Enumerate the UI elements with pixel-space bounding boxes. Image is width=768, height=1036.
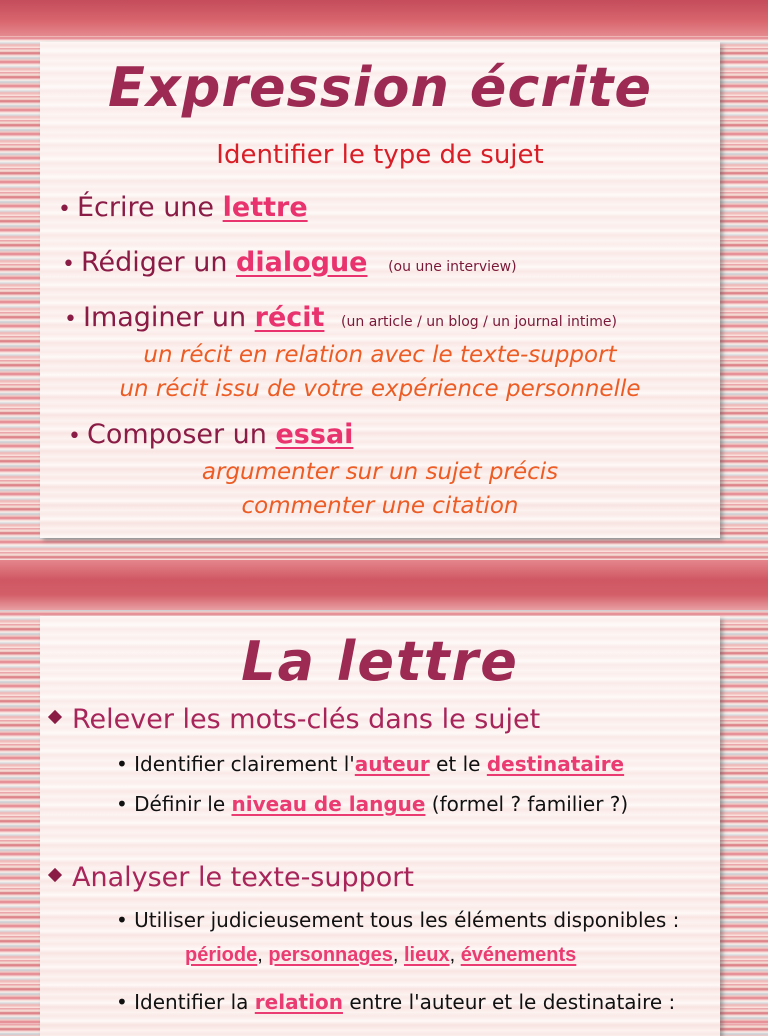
note-recit: (un article / un blog / un journal intime) (341, 314, 617, 330)
section-heading-texte-support: Analyser le texte-support (50, 862, 414, 893)
essai-example-1: argumenter sur un sujet précis (201, 459, 559, 485)
keyword-essai: essai (275, 419, 354, 450)
point-elements-disponibles: • Utiliser judicieusement tous les éléments disponibles : (116, 908, 680, 932)
keyword-auteur: auteur (354, 752, 430, 776)
point-auteur-destinataire: • Identifier clairement l'auteur et le destinataire (116, 752, 625, 776)
keyword-relation: relation (254, 990, 343, 1014)
point-niveau-langue: • Définir le niveau de langue (formel ? familier ?) (116, 792, 629, 816)
keyword-dialogue: dialogue (236, 247, 368, 278)
list-item-dialogue: • Rédiger un dialogue (ou une interview) (62, 247, 517, 278)
bullet-icon: • (62, 252, 75, 277)
bullet-icon: • (116, 792, 128, 816)
keyword-destinataire: destinataire (486, 752, 625, 776)
keyword-personnages: personnages (268, 944, 393, 966)
note-dialogue: (ou une interview) (388, 259, 517, 275)
keyword-evenements: événements (460, 944, 577, 966)
keyword-recit: récit (254, 302, 325, 333)
list-item-essai: • Composer un essai (68, 419, 354, 450)
bullet-icon: • (58, 197, 71, 222)
keyword-lieux: lieux (403, 944, 450, 966)
list-item-recit: • Imaginer un récit (un article / un blog / un journal intime) (64, 302, 617, 333)
keyword-periode: période (185, 944, 258, 966)
diamond-bullet-icon (48, 709, 62, 723)
diamond-bullet-icon (48, 867, 62, 881)
top-decorative-band (0, 0, 768, 36)
bullet-icon: • (68, 424, 81, 449)
essai-example-2: commenter une citation (241, 493, 519, 519)
bullet-icon: • (116, 908, 128, 932)
elements-list: période, personnages, lieux, événements (185, 944, 577, 966)
keyword-niveau-langue: niveau de langue (231, 792, 426, 816)
slide-expression-ecrite (40, 42, 720, 538)
keyword-lettre: lettre (222, 192, 308, 223)
middle-decorative-band (0, 560, 768, 610)
slide-la-lettre (40, 616, 720, 1036)
section-heading-mots-cles: Relever les mots-clés dans le sujet (50, 704, 540, 735)
recit-example-1: un récit en relation avec le texte-support (143, 342, 617, 368)
point-relation: • Identifier la relation entre l'auteur et le destinataire : (116, 990, 676, 1014)
recit-example-2: un récit issu de votre expérience personnelle (119, 376, 641, 402)
bullet-icon: • (116, 752, 128, 776)
slide-title: Expression écrite (108, 56, 652, 119)
slide-title: La lettre (241, 630, 519, 693)
list-item-lettre: • Écrire une lettre (58, 192, 308, 223)
bullet-icon: • (64, 307, 77, 332)
bullet-icon: • (116, 990, 128, 1014)
slide-subtitle: Identifier le type de sujet (216, 140, 544, 170)
